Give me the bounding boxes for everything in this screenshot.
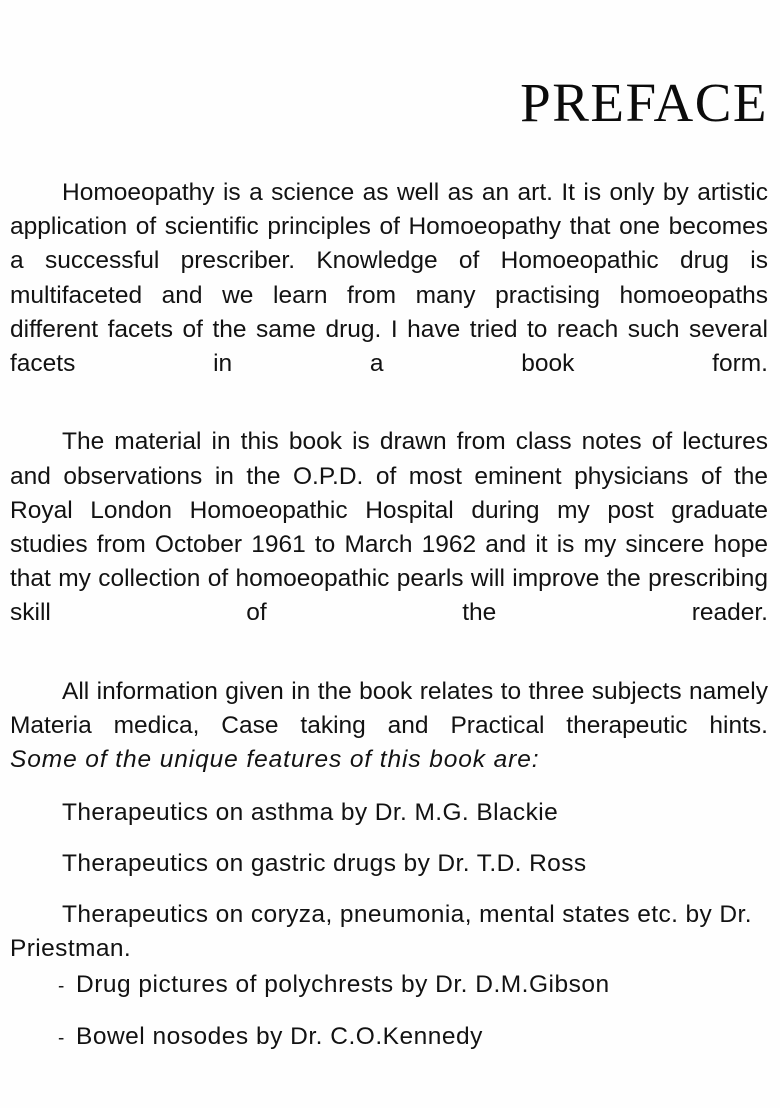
dash-bullet-list (10, 968, 768, 1072)
feature-item-asthma: Therapeutics on asthma by Dr. M.G. Blackie (62, 799, 559, 826)
paragraph-2: The material in this book is drawn from class notes of lectures and observations in the O.P.D. of most eminent physicians of the Royal London Homoeopathic Hospital during my post graduate studies from October 1961 to March 1962 and it is my sincere hope that my collection of homoeopathic pearls will improve the prescribing skill of the reader. (10, 428, 768, 627)
features-lead-in: Some of the unique features of this book are: (10, 746, 540, 773)
dash-item-label: Drug pictures of polychrests by Dr. D.M.Gibson (76, 971, 610, 998)
dash-bullet-icon: - (58, 976, 65, 997)
dash-item-label: Bowel nosodes by Dr. C.O.Kennedy (76, 1023, 483, 1050)
feature-list (10, 796, 768, 983)
page-title-block (10, 38, 768, 167)
dash-bullet-icon: - (58, 1028, 65, 1049)
list-item (10, 1020, 768, 1056)
feature-item-coryza: Therapeutics on coryza, pneumonia, mental states etc. by Dr. Priestman. (10, 901, 752, 962)
body-text-block (10, 176, 768, 777)
feature-item-gastric: Therapeutics on gastric drugs by Dr. T.D. Ross (62, 850, 587, 877)
page-title: PREFACE (520, 71, 768, 133)
paragraph-3: All information given in the book relates to three subjects namely Materia medica, Case taking and Practical therapeutic hints. (10, 677, 768, 740)
paragraph-1: Homoeopathy is a science as well as an art. It is only by artistic application of scientific principles of Homoeopathy that one becomes a successful prescriber. Knowledge of Homoeopathic drug is multifaceted and we learn from many practising homoeopaths different facets of the same drug. I have tried to reach such several facets in a book form. (10, 179, 768, 378)
list-item (10, 968, 768, 1004)
